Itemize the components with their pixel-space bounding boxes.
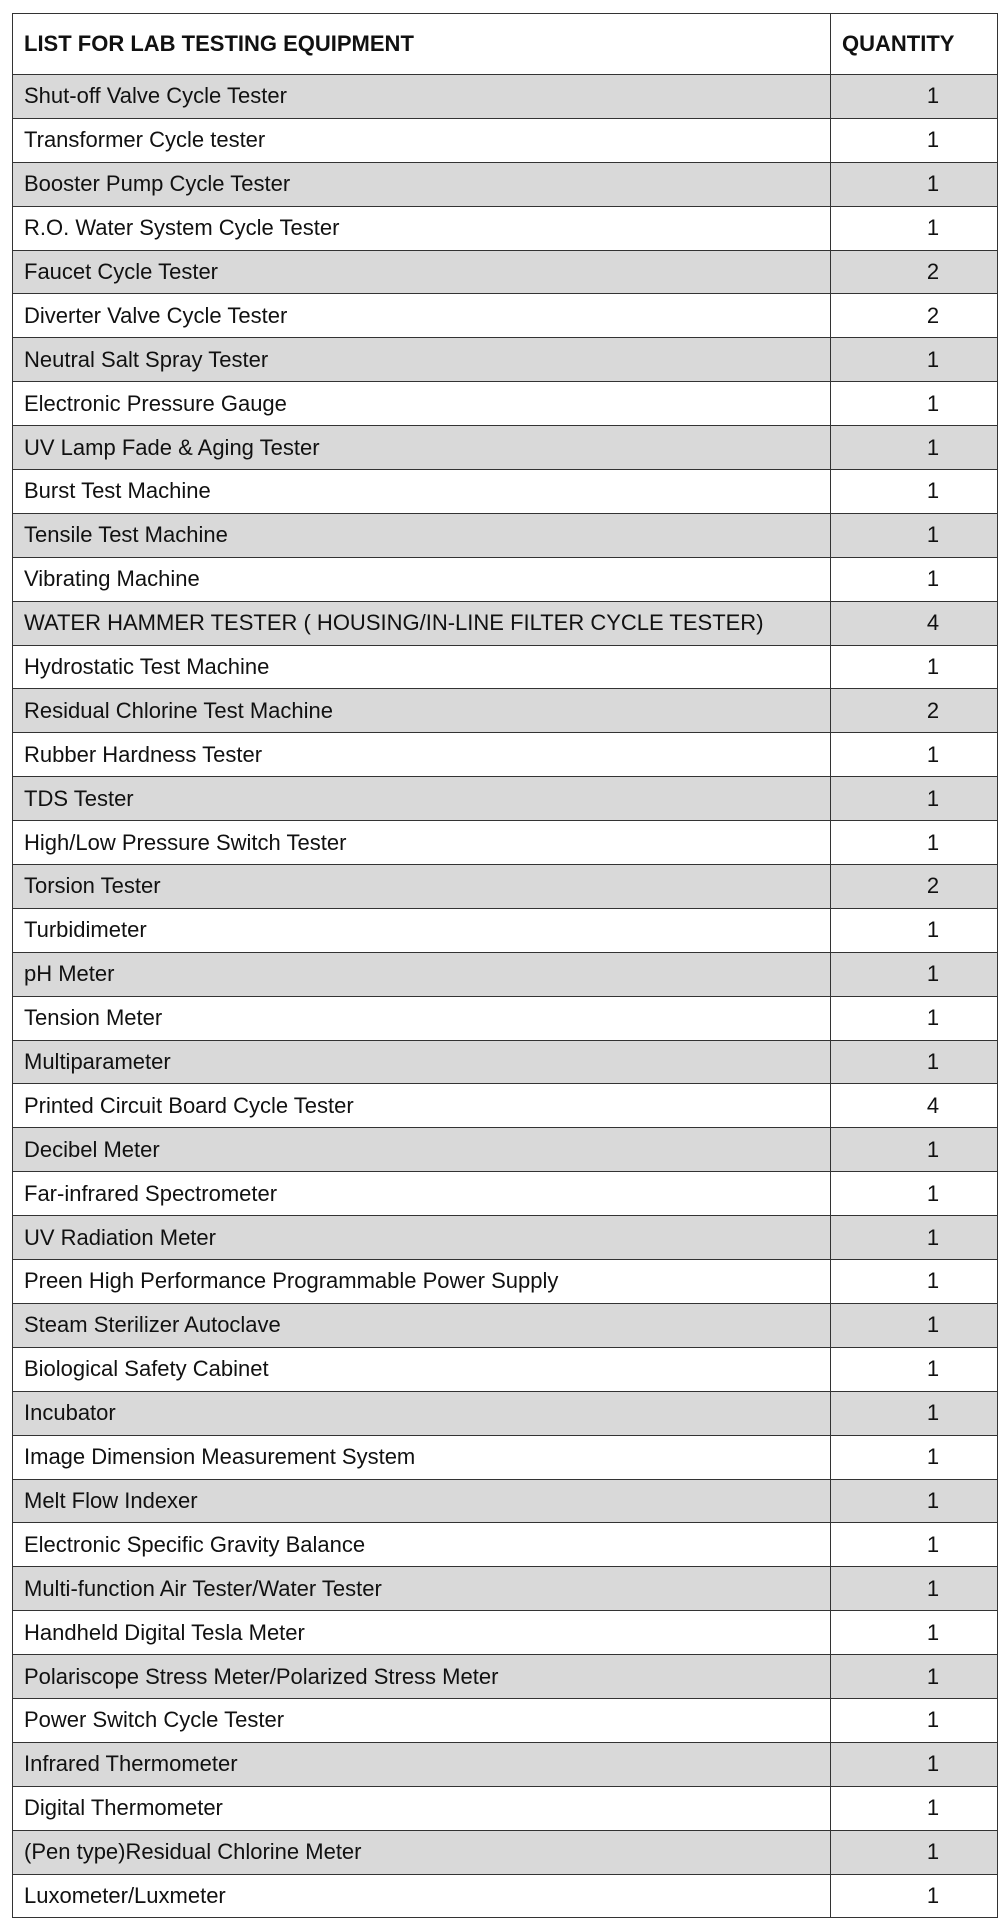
quantity-cell: 1	[831, 733, 998, 777]
equipment-name-cell: Vibrating Machine	[13, 557, 831, 601]
equipment-name-cell: Printed Circuit Board Cycle Tester	[13, 1084, 831, 1128]
equipment-name-cell: Turbidimeter	[13, 908, 831, 952]
equipment-name-cell: Rubber Hardness Tester	[13, 733, 831, 777]
equipment-name-cell: UV Radiation Meter	[13, 1216, 831, 1260]
equipment-name-cell: Transformer Cycle tester	[13, 118, 831, 162]
equipment-name-cell: Multi-function Air Tester/Water Tester	[13, 1567, 831, 1611]
equipment-name-cell: Infrared Thermometer	[13, 1742, 831, 1786]
equipment-name-cell: WATER HAMMER TESTER ( HOUSING/IN-LINE FILTER CYCLE TESTER)	[13, 601, 831, 645]
quantity-cell: 1	[831, 777, 998, 821]
quantity-cell: 1	[831, 1830, 998, 1874]
table-row	[13, 118, 998, 162]
equipment-name-cell: Preen High Performance Programmable Power Supply	[13, 1260, 831, 1304]
quantity-cell: 1	[831, 996, 998, 1040]
table-row	[13, 1611, 998, 1655]
quantity-cell: 2	[831, 250, 998, 294]
quantity-cell: 1	[831, 338, 998, 382]
quantity-cell: 1	[831, 1655, 998, 1699]
equipment-name-cell: Booster Pump Cycle Tester	[13, 162, 831, 206]
table-row	[13, 689, 998, 733]
table-row	[13, 1347, 998, 1391]
quantity-cell: 1	[831, 1303, 998, 1347]
table-row	[13, 1655, 998, 1699]
table-row	[13, 865, 998, 909]
table-row	[13, 601, 998, 645]
quantity-cell: 1	[831, 1698, 998, 1742]
equipment-name-cell: Diverter Valve Cycle Tester	[13, 294, 831, 338]
quantity-cell: 2	[831, 689, 998, 733]
quantity-cell: 1	[831, 1435, 998, 1479]
quantity-cell: 1	[831, 1391, 998, 1435]
table-row	[13, 1172, 998, 1216]
table-row	[13, 206, 998, 250]
table-row	[13, 382, 998, 426]
equipment-name-cell: Shut-off Valve Cycle Tester	[13, 75, 831, 119]
equipment-name-cell: Tensile Test Machine	[13, 513, 831, 557]
quantity-cell: 1	[831, 1786, 998, 1830]
table-row	[13, 1435, 998, 1479]
quantity-cell: 1	[831, 1040, 998, 1084]
table-row	[13, 1128, 998, 1172]
quantity-cell: 1	[831, 513, 998, 557]
table-row	[13, 733, 998, 777]
quantity-cell: 1	[831, 1611, 998, 1655]
equipment-name-cell: Steam Sterilizer Autoclave	[13, 1303, 831, 1347]
table-row	[13, 1479, 998, 1523]
equipment-name-cell: UV Lamp Fade & Aging Tester	[13, 426, 831, 470]
table-row	[13, 1523, 998, 1567]
quantity-cell: 1	[831, 821, 998, 865]
table-row	[13, 645, 998, 689]
table-row	[13, 1216, 998, 1260]
table-row	[13, 162, 998, 206]
equipment-name-cell: Electronic Specific Gravity Balance	[13, 1523, 831, 1567]
quantity-cell: 1	[831, 557, 998, 601]
equipment-name-cell: Multiparameter	[13, 1040, 831, 1084]
quantity-column-header: QUANTITY	[831, 14, 998, 75]
table-row	[13, 952, 998, 996]
equipment-column-header: LIST FOR LAB TESTING EQUIPMENT	[13, 14, 831, 75]
quantity-cell: 1	[831, 1260, 998, 1304]
equipment-name-cell: Burst Test Machine	[13, 470, 831, 514]
equipment-name-cell: Luxometer/Luxmeter	[13, 1874, 831, 1918]
table-row	[13, 1830, 998, 1874]
equipment-rows	[13, 75, 998, 1918]
quantity-cell: 1	[831, 75, 998, 119]
table-row	[13, 908, 998, 952]
quantity-cell: 1	[831, 206, 998, 250]
table-row	[13, 1084, 998, 1128]
quantity-cell: 1	[831, 908, 998, 952]
table-row	[13, 1260, 998, 1304]
equipment-name-cell: Residual Chlorine Test Machine	[13, 689, 831, 733]
table-row	[13, 426, 998, 470]
table-row	[13, 250, 998, 294]
quantity-cell: 1	[831, 382, 998, 426]
equipment-name-cell: High/Low Pressure Switch Tester	[13, 821, 831, 865]
quantity-cell: 1	[831, 1128, 998, 1172]
quantity-cell: 1	[831, 952, 998, 996]
equipment-name-cell: Polariscope Stress Meter/Polarized Stress Meter	[13, 1655, 831, 1699]
equipment-name-cell: Hydrostatic Test Machine	[13, 645, 831, 689]
equipment-name-cell: Image Dimension Measurement System	[13, 1435, 831, 1479]
equipment-name-cell: Torsion Tester	[13, 865, 831, 909]
equipment-name-cell: Tension Meter	[13, 996, 831, 1040]
quantity-cell: 1	[831, 162, 998, 206]
quantity-cell: 1	[831, 426, 998, 470]
table-row	[13, 777, 998, 821]
quantity-cell: 1	[831, 1523, 998, 1567]
equipment-name-cell: Power Switch Cycle Tester	[13, 1698, 831, 1742]
table-row	[13, 338, 998, 382]
equipment-name-cell: pH Meter	[13, 952, 831, 996]
equipment-name-cell: (Pen type)Residual Chlorine Meter	[13, 1830, 831, 1874]
equipment-name-cell: Electronic Pressure Gauge	[13, 382, 831, 426]
quantity-cell: 4	[831, 1084, 998, 1128]
quantity-cell: 1	[831, 1874, 998, 1918]
quantity-cell: 4	[831, 601, 998, 645]
equipment-name-cell: Digital Thermometer	[13, 1786, 831, 1830]
equipment-name-cell: Handheld Digital Tesla Meter	[13, 1611, 831, 1655]
table-row	[13, 1786, 998, 1830]
quantity-cell: 1	[831, 118, 998, 162]
table-row	[13, 1303, 998, 1347]
table-row	[13, 513, 998, 557]
equipment-name-cell: Far-infrared Spectrometer	[13, 1172, 831, 1216]
table-row	[13, 470, 998, 514]
quantity-cell: 2	[831, 294, 998, 338]
quantity-cell: 2	[831, 865, 998, 909]
quantity-cell: 1	[831, 1567, 998, 1611]
equipment-name-cell: Biological Safety Cabinet	[13, 1347, 831, 1391]
equipment-name-cell: TDS Tester	[13, 777, 831, 821]
equipment-name-cell: Melt Flow Indexer	[13, 1479, 831, 1523]
table-row	[13, 75, 998, 119]
table-row	[13, 557, 998, 601]
table-row	[13, 1567, 998, 1611]
equipment-name-cell: Decibel Meter	[13, 1128, 831, 1172]
quantity-cell: 1	[831, 1216, 998, 1260]
equipment-name-cell: Neutral Salt Spray Tester	[13, 338, 831, 382]
table-row	[13, 1391, 998, 1435]
table-row	[13, 1040, 998, 1084]
table-row	[13, 1742, 998, 1786]
quantity-cell: 1	[831, 645, 998, 689]
table-row	[13, 1698, 998, 1742]
quantity-cell: 1	[831, 1347, 998, 1391]
quantity-cell: 1	[831, 1479, 998, 1523]
equipment-table	[12, 13, 998, 1918]
quantity-cell: 1	[831, 1742, 998, 1786]
table-row	[13, 996, 998, 1040]
table-header-row	[13, 14, 998, 75]
table-row	[13, 821, 998, 865]
equipment-name-cell: Faucet Cycle Tester	[13, 250, 831, 294]
equipment-name-cell: Incubator	[13, 1391, 831, 1435]
table-row	[13, 1874, 998, 1918]
equipment-name-cell: R.O. Water System Cycle Tester	[13, 206, 831, 250]
table-row	[13, 294, 998, 338]
quantity-cell: 1	[831, 1172, 998, 1216]
quantity-cell: 1	[831, 470, 998, 514]
